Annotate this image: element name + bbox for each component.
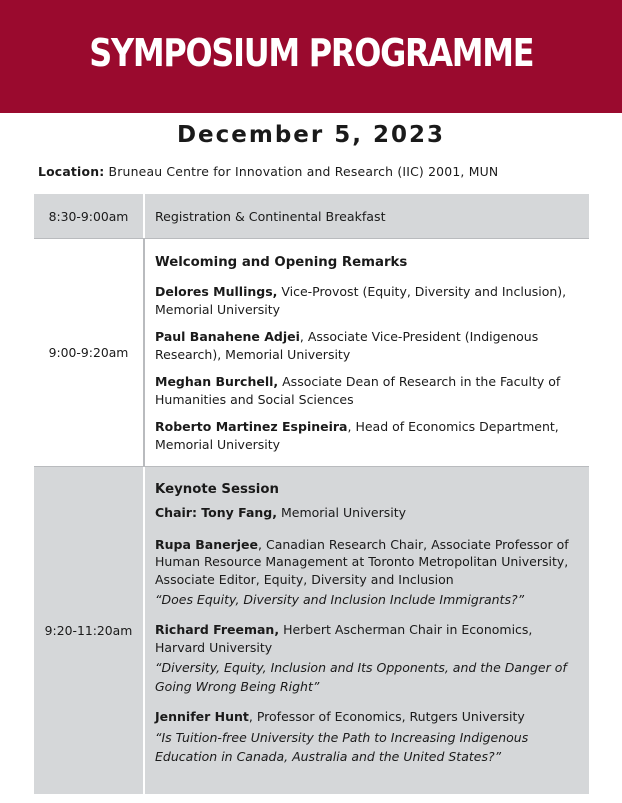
keynote-entry — [155, 621, 579, 696]
speaker-role: Associate Dean of Research in the Faculty of Humanities and Social Sciences — [155, 374, 561, 407]
keynote-entry — [155, 536, 579, 610]
schedule-table — [34, 194, 589, 794]
speaker-entry — [155, 328, 579, 363]
speaker-name: Rupa Banerjee — [155, 536, 259, 552]
keynote-entry — [155, 708, 579, 766]
chair-name: Chair: Tony Fang, — [155, 505, 277, 520]
speaker-name: Jennifer Hunt — [155, 709, 249, 724]
session-title: Welcoming and Opening Remarks — [155, 255, 408, 270]
speaker-name: Richard Freeman, — [155, 622, 280, 637]
speaker-role: Herbert Ascherman Chair in Economics, Harvard University — [155, 622, 533, 655]
time-cell: 9:00-9:20am — [34, 239, 145, 466]
speaker-role: , Canadian Research Chair, Associate Professor of Human Resource Management at Toronto Metropolitan University, Associate Editor, Equity, Diversity and Inclusion — [155, 536, 569, 587]
page-title: SYMPOSIUM PROGRAMME — [88, 30, 534, 75]
speaker-role: , Associate Vice-President (Indigenous Research), Memorial University — [155, 329, 539, 362]
session-content — [145, 467, 589, 794]
speaker-entry — [155, 418, 579, 453]
speaker-role: Vice-Provost (Equity, Diversity and Inclusion), Memorial University — [155, 284, 567, 317]
schedule-row-welcome — [34, 238, 589, 466]
speaker-name: Paul Banahene Adjei — [155, 329, 300, 344]
schedule-row-keynote — [34, 466, 589, 794]
session-title: Keynote Session — [155, 482, 279, 497]
location-line — [38, 164, 618, 179]
speaker-name: Roberto Martinez Espineira — [155, 419, 348, 434]
location-label: Location: — [38, 164, 105, 179]
talk-title: “Is Tuition-free University the Path to Increasing Indigenous Education in Canada, Australia and the United States?” — [155, 729, 529, 764]
chair-role: Memorial University — [277, 505, 407, 520]
event-date: December 5, 2023 — [176, 122, 446, 148]
speaker-entry — [155, 283, 579, 318]
session-title: Registration & Continental Breakfast — [155, 208, 386, 224]
time-cell: 8:30-9:00am — [34, 194, 145, 238]
speaker-entry — [155, 373, 579, 408]
speaker-role: , Professor of Economics, Rutgers University — [248, 709, 525, 724]
speaker-name: Delores Mullings, — [155, 284, 278, 299]
time-cell: 9:20-11:20am — [34, 467, 145, 794]
header-banner — [0, 0, 622, 113]
speaker-name: Meghan Burchell, — [155, 374, 279, 389]
chair-entry — [155, 504, 579, 522]
schedule-row-registration — [34, 194, 589, 238]
session-content — [145, 239, 589, 466]
location-value: Bruneau Centre for Innovation and Research (IIC) 2001, MUN — [108, 164, 499, 179]
talk-title: “Does Equity, Diversity and Inclusion Include Immigrants?” — [155, 592, 525, 607]
speaker-role: , Head of Economics Department, Memorial University — [155, 419, 559, 452]
talk-title: “Diversity, Equity, Inclusion and Its Opponents, and the Danger of Going Wrong Being Right” — [155, 660, 567, 694]
